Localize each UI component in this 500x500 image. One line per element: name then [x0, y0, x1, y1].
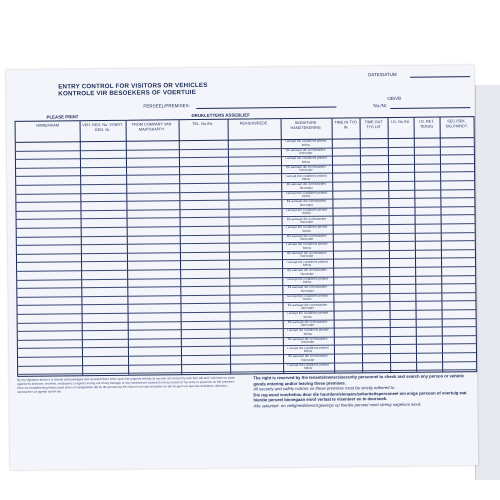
- col-header-tel: TEL. No./Nr.: [192, 121, 214, 127]
- signature-condition-text: I accept the conditions printed below: [285, 190, 327, 199]
- footer-notice-afrikaans-2: Alle sekuriteit- en veiligheidskennisgewings op hierdie perseel moet streng nagekom word.: [253, 401, 422, 409]
- ob-label: OB/VB: [387, 95, 402, 102]
- table-row: [17, 240, 475, 246]
- date-label: DATE/DATUM: [368, 71, 397, 78]
- table-row: [16, 189, 474, 195]
- signature-condition-text: Ek aanvaar die voorwaardes hieronder: [287, 302, 328, 310]
- signature-condition-text: I accept the conditions printed below: [286, 224, 328, 233]
- drukletters-label: DRUKLETTERS ASSEBLIEF: [191, 112, 250, 119]
- table-row: [17, 266, 475, 272]
- signature-condition-text: I accept the conditions printed below: [285, 156, 327, 164]
- table-row: [17, 292, 475, 298]
- signature-condition-text: I accept the conditions printed below: [285, 207, 328, 216]
- footer-disclaimer: By my signature above it is hereby acknowledged and recorded that I enter upon the property entirely at my own risk and of my own free will and I will have no claim against its directors, servants, employees or agents arising out of any damage or loss whatsoever caused to me by reason of my entry or presence on the premises. Deur my handtekening hierbo word erken en aangeteken dat ek die perseel op eie risiko en uit vrye wil betree en dat ek geen eis teen die direkteure, dienaars, werknemers of agente sal hê nie.: [17, 375, 236, 394]
- table-row: [18, 352, 476, 358]
- col-header-signature: SIGNATURE HANDTEKENING: [290, 120, 321, 130]
- please-print-label: PLEASE PRINT: [46, 114, 79, 120]
- signature-condition-text: I accept the conditions printed below: [285, 173, 327, 181]
- table-row: [16, 197, 474, 203]
- signature-condition-text: Ek aanvaar die voorwaardes hieronder: [288, 353, 328, 362]
- visitor-log-table: [15, 116, 478, 377]
- table-row: [17, 275, 475, 281]
- col-header-company: FROM COMPANY VAN MAATSKAPPY: [131, 122, 172, 132]
- signature-condition-text: Ek aanvaar die voorwaardes hieronder: [286, 181, 326, 190]
- signature-condition-text: Ek aanvaar die voorwaardes hieronder: [287, 267, 327, 276]
- col-header-id-ret: I.D. RET. TERUG: [418, 119, 435, 129]
- signature-condition-text: I accept the conditions printed below: [287, 362, 329, 371]
- date-line: [410, 76, 470, 78]
- signature-condition-text: I accept the conditions printed below: [287, 328, 329, 336]
- entry-control-form: [6, 65, 478, 470]
- table-row: [18, 361, 476, 367]
- table-row: [17, 232, 475, 238]
- table-row: [16, 180, 474, 186]
- col-header-id-no: I.D. No./Nr.: [391, 119, 410, 124]
- footer-notice-english: The right is reserved by the tenants/owners/security personnel to check and search any person or vehicle goods entering and/or leaving these premises.: [253, 373, 464, 387]
- signature-condition-text: Ek aanvaar die voorwaardes hieronder: [286, 199, 327, 207]
- number-line: [390, 107, 470, 109]
- footer-notice-english-2: All security and safety notices on these premises must be strictly adhered to.: [253, 385, 396, 392]
- sheet-edge: [475, 85, 500, 480]
- form-title-english: ENTRY CONTROL FOR VISITORS OR VEHICLES: [58, 81, 208, 91]
- signature-condition-text: I accept the conditions printed below: [286, 242, 328, 250]
- col-header-time-in: TIME IN TYD IN: [334, 120, 357, 129]
- table-row: [17, 257, 475, 263]
- signature-condition-text: I accept the conditions printed below: [285, 138, 327, 147]
- table-row: [16, 171, 474, 177]
- signature-condition-text: Ek aanvaar die voorwaardes hieronder: [288, 336, 328, 345]
- table-row: [16, 163, 474, 169]
- signature-condition-text: I accept the conditions printed below: [286, 276, 328, 285]
- table-row: [18, 343, 476, 349]
- signature-condition-text: Ek aanvaar die voorwaardes hieronder: [287, 250, 327, 259]
- table-row: [17, 214, 475, 220]
- table-row: [18, 309, 476, 315]
- footer-notice-afrikaans: Die reg word voorbehou deur die huurders/eienaars/sekuriteitspersoneel om enige persoon of voertuig wat hierdie perseel binnegaan en/of verlaat te visenteer en te deursoek.: [253, 389, 467, 403]
- table-row: [17, 283, 475, 289]
- signature-condition-text: I accept the conditions printed below: [286, 293, 328, 302]
- table-row: [18, 326, 476, 332]
- table-row: [16, 146, 474, 152]
- signature-condition-text: Ek aanvaar die voorwaardes hieronder: [288, 319, 328, 328]
- signature-condition-text: Ek aanvaar die voorwaardes hieronder: [286, 164, 326, 173]
- signature-condition-text: Ek aanvaar die voorwaardes hieronder: [286, 147, 326, 156]
- table-row: [16, 206, 474, 212]
- signature-condition-text: I accept the conditions printed below: [287, 345, 329, 353]
- signature-condition-text: Ek aanvaar die voorwaardes hieronder: [287, 233, 327, 242]
- table-row: [18, 318, 476, 324]
- col-header-time-out: TIME OUT TYD UIT: [364, 120, 383, 129]
- premises-label: PERSEEL/PREMISES:: [143, 103, 190, 109]
- col-header-veh-reg: VEH. REG. No. VOERT. REG. Nr.: [82, 122, 124, 132]
- table-row: [17, 249, 475, 255]
- col-header-name: NAME/NAAM: [36, 123, 60, 128]
- col-header-sec-sig: SEC./SEK. SIG./HANDT.: [445, 119, 468, 128]
- signature-condition-text: I accept the conditions printed below: [286, 310, 329, 319]
- table-row: [18, 335, 476, 341]
- number-label: No./Nr.: [373, 103, 388, 109]
- form-title-afrikaans: KONTROLE VIR BESOEKERS OF VOERTUIE: [58, 89, 197, 98]
- signature-condition-text: Ek aanvaar die voorwaardes hieronder: [287, 285, 327, 293]
- signature-condition-text: Ek aanvaar die voorwaardes hieronder: [286, 216, 327, 224]
- premises-line: [196, 107, 336, 109]
- footer-notice: [253, 373, 475, 409]
- table-row: [17, 300, 475, 306]
- table-row: [16, 154, 474, 160]
- col-header-reason: REASON/REDE: [239, 121, 268, 126]
- table-header: [16, 117, 474, 143]
- table-row: [17, 223, 475, 229]
- signature-condition-text: I accept the conditions printed below: [286, 259, 328, 267]
